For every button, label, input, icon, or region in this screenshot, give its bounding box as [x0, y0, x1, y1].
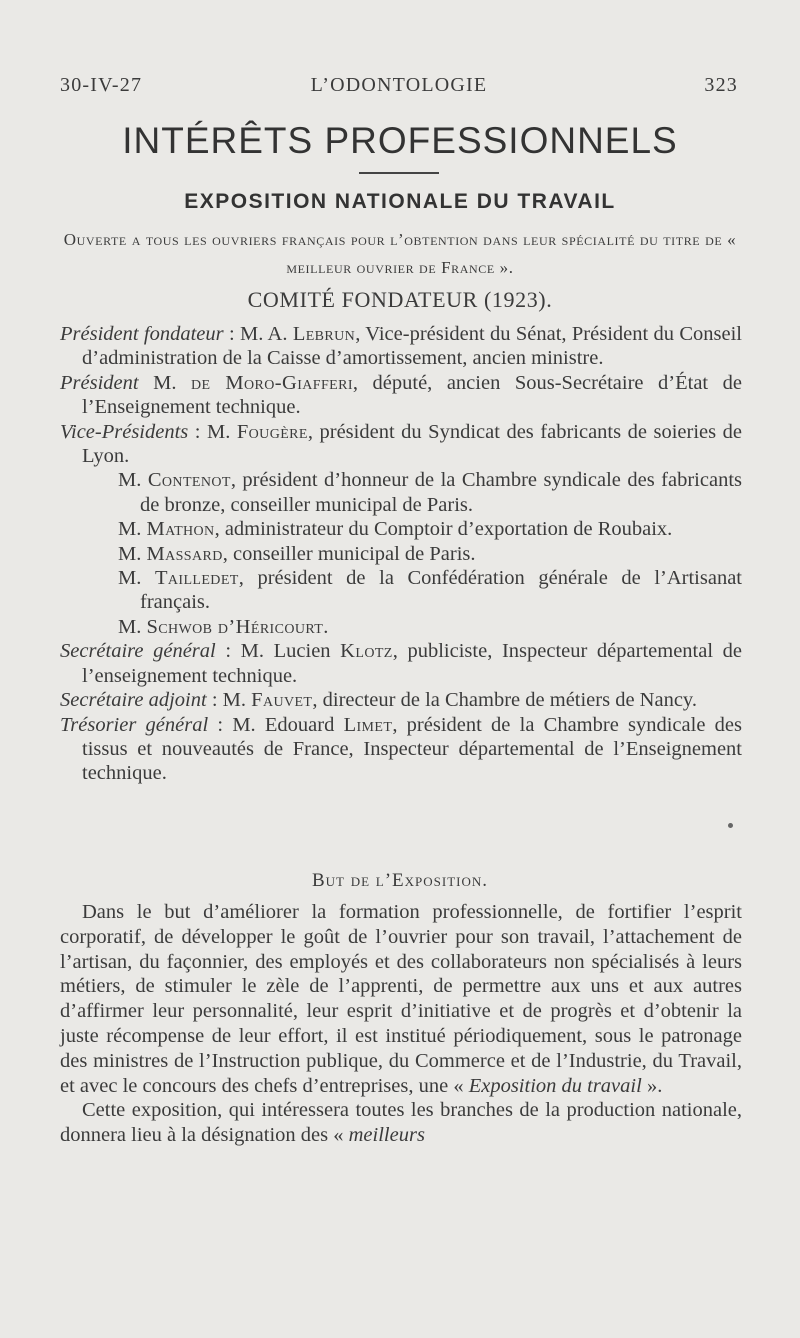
- member-name: Mathon: [146, 518, 215, 541]
- member-sep: : M.: [188, 420, 237, 443]
- member-name: Fougère: [236, 420, 308, 443]
- committee-entry: [60, 542, 742, 566]
- member-sep: : M. A.: [223, 323, 293, 345]
- committee-entry: [60, 371, 742, 420]
- member-name: Lebrun: [292, 323, 356, 345]
- member-name: Fauvet: [251, 689, 313, 712]
- but-text: [60, 900, 742, 1148]
- member-name: de Moro-Giafferi: [190, 371, 353, 394]
- but-heading: But de l’Exposition.: [311, 870, 489, 891]
- member-desc: , président de la Confédération générale de l’Artisanat français.: [140, 567, 742, 614]
- member-role: Président fondateur: [60, 323, 224, 345]
- member-role: Président: [60, 371, 139, 394]
- running-header: [60, 74, 738, 104]
- paragraph-italic: Exposition du travail: [468, 1074, 642, 1097]
- committee-list: [60, 322, 742, 786]
- member-sep: M.: [138, 371, 191, 394]
- member-sep: M.: [118, 518, 147, 541]
- member-name: Contenot: [147, 469, 231, 492]
- page-number: 323: [704, 74, 738, 96]
- paragraph: [60, 1098, 742, 1148]
- committee-heading: COMITÉ FONDATEUR (1923).: [247, 287, 553, 312]
- member-name: Schwob d’Héricourt: [146, 615, 324, 638]
- title-rule: [359, 172, 439, 174]
- member-sep: M.: [118, 615, 147, 638]
- paragraph-end: ».: [641, 1074, 663, 1097]
- member-role: Vice-Présidents: [60, 420, 189, 443]
- committee-entry: [60, 566, 742, 615]
- committee-entry: [60, 639, 742, 688]
- margin-mark: [728, 823, 733, 828]
- committee-entry: [60, 713, 742, 786]
- member-sep: M.: [118, 542, 147, 565]
- member-desc: , député, ancien Sous-Secrétaire d’État de l’Enseignement technique.: [82, 371, 742, 419]
- member-desc: , président de la Chambre syndicale des tissus et nouveautés de France, Inspecteur départemental de l’Enseignement technique.: [82, 713, 742, 785]
- member-name: Limet: [343, 713, 393, 736]
- paragraph: [60, 900, 742, 1098]
- member-sep: M.: [118, 469, 148, 492]
- committee-entry: [60, 615, 742, 639]
- member-desc: , président du Syndicat des fabricants de soieries de Lyon.: [82, 420, 742, 468]
- committee-entry: [60, 517, 742, 541]
- section-title: EXPOSITION NATIONALE DU TRAVAIL: [184, 190, 616, 213]
- paragraph-text: Cette exposition, qui intéressera toutes les branches de la production nationale, donnera lieu à la désignation des «: [60, 1099, 742, 1147]
- committee-entry: [60, 688, 742, 712]
- member-desc: , conseiller municipal de Paris.: [222, 542, 476, 565]
- member-name: Klotz: [340, 640, 393, 663]
- header-date: 30-IV-27: [60, 74, 143, 96]
- member-desc: , directeur de la Chambre de métiers de Nancy.: [312, 689, 697, 712]
- member-sep: : M. Edouard: [208, 713, 344, 736]
- member-desc: .: [323, 615, 329, 638]
- member-sep: M.: [118, 567, 155, 590]
- member-name: Massard: [146, 542, 223, 565]
- committee-entry: [60, 420, 742, 469]
- member-desc: , Vice-président du Sénat, Président du Conseil d’administration de la Caisse d’amortissement, ancien ministre.: [82, 323, 742, 370]
- member-desc: , président d’honneur de la Chambre syndicale des fabricants de bronze, conseiller municipal de Paris.: [140, 469, 743, 516]
- paragraph-text: Dans le but d’améliorer la formation professionnelle, de fortifier l’esprit corporatif, de développer le goût de l’ouvrier pour son travail, l’attachement de l’artisan, du façonnier, des employés et des collaborateurs non spécialisés à leurs métiers, de stimuler le zèle de l’apprenti, de permettre aux uns et aux autres d’affirmer leur personnalité, leur esprit d’initiative et de progrès et d’obtenir la juste récompense de leur effort, il est institué périodiquement, sous le patronage des ministres de l’Instruction publique, du Commerce et de l’Industrie, du Travail, et avec le concours des chefs d’entreprises, une «: [60, 901, 742, 1097]
- member-desc: , administrateur du Comptoir d’exportation de Roubaix.: [214, 518, 673, 541]
- paragraph-italic: meilleurs: [348, 1124, 425, 1147]
- member-name: Tailledet: [154, 567, 239, 590]
- member-sep: : M. Lucien: [215, 640, 341, 663]
- header-journal: L’ODONTOLOGIE: [310, 74, 488, 96]
- page-title: INTÉRÊTS PROFESSIONNELS: [122, 120, 678, 161]
- committee-entry: [60, 322, 742, 371]
- member-desc: , publiciste, Inspecteur départemental de l’enseignement technique.: [82, 640, 742, 687]
- committee-entry: [60, 468, 742, 517]
- member-role: Secrétaire général: [60, 640, 216, 663]
- member-role: Trésorier général: [60, 713, 209, 736]
- member-sep: : M.: [206, 689, 252, 712]
- member-role: Secrétaire adjoint: [60, 689, 207, 712]
- section-subtitle: Ouverte a tous les ouvriers français pour l’obtention dans leur spécialité du titre de « meilleur ouvrier de France ».: [63, 230, 737, 277]
